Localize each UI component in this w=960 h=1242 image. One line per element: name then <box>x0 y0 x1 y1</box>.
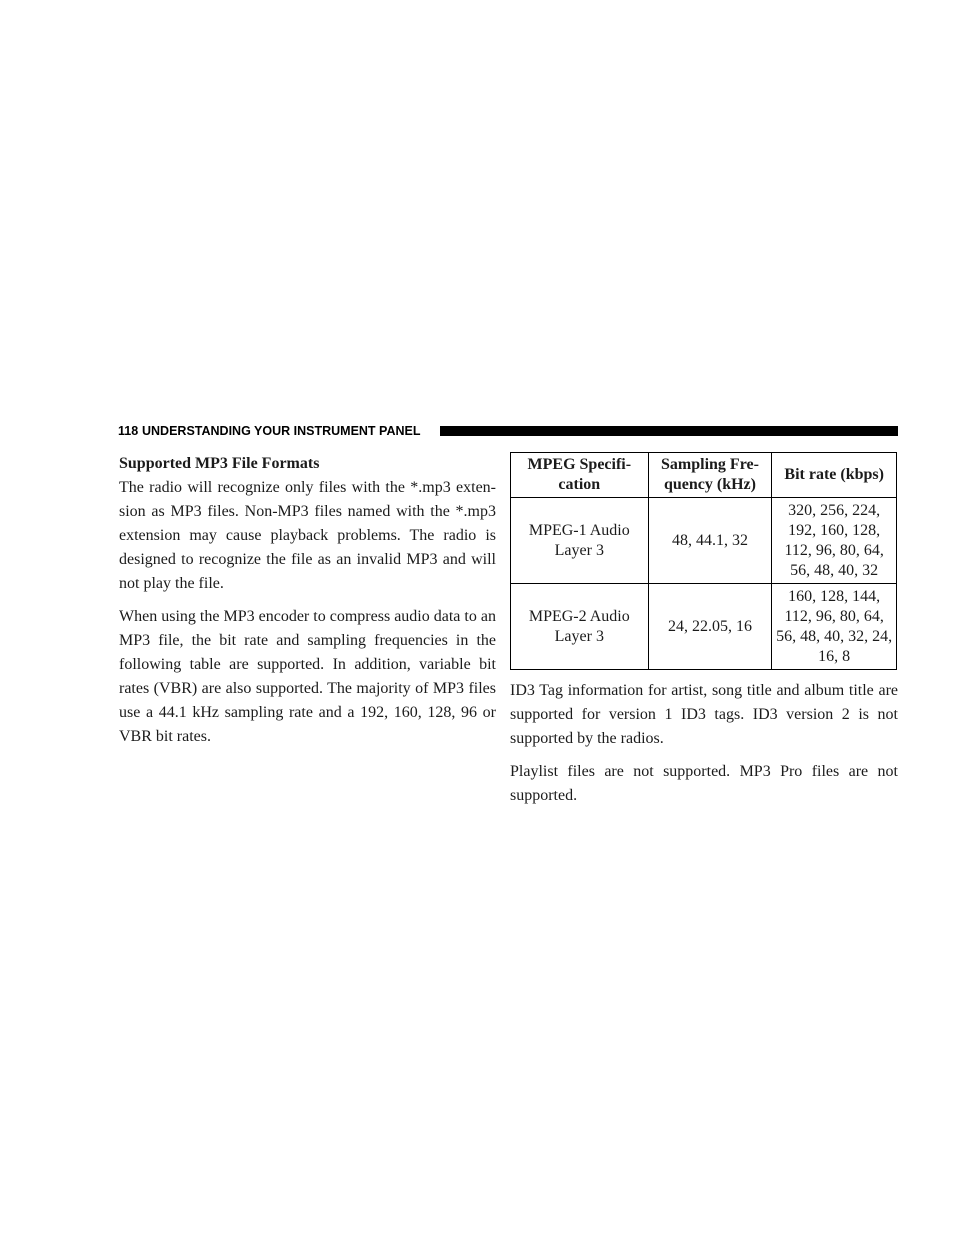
paragraph-encoder: When using the MP3 encoder to compress audio data to an MP3 file, the bit rate and sampling frequencies in the following table are supported. In addition, variable bit rates (VBR) are also supported. The majority of MP3 files use a 44.1 kHz sampling rate and a 192, 160, 128, 96 or VBR bit rates. <box>119 608 496 745</box>
table-cell: 160, 128, 144, 112, 96, 80, 64, 56, 48, 40, 32, 24, 16, 8 <box>772 584 897 670</box>
paragraph-playlist: Playlist files are not supported. MP3 Pro files are not supported. <box>510 763 898 804</box>
left-column <box>119 452 496 758</box>
mp3-format-table <box>510 452 897 670</box>
table-cell: 320, 256, 224, 192, 160, 128, 112, 96, 80, 64, 56, 48, 40, 32 <box>772 498 897 584</box>
section-title: UNDERSTANDING YOUR INSTRUMENT PANEL <box>142 424 421 438</box>
table-row <box>511 584 897 670</box>
table-header-row <box>511 453 897 498</box>
table-cell: 48, 44.1, 32 <box>648 498 772 584</box>
header-rule <box>440 426 898 436</box>
right-column <box>510 452 898 817</box>
section-heading: Supported MP3 File Formats <box>119 455 320 472</box>
table-row <box>511 498 897 584</box>
header-mpeg-spec: MPEG Specifi-cation <box>511 453 649 498</box>
table-cell: MPEG-1 Audio Layer 3 <box>511 498 649 584</box>
paragraph-id3-tags: ID3 Tag information for artist, song title and album title are supported for version 1 ID3 tags. ID3 version 2 is not supported by the radios. <box>510 682 898 747</box>
header-bit-rate: Bit rate (kbps) <box>772 453 897 498</box>
table-cell: 24, 22.05, 16 <box>648 584 772 670</box>
table-cell: MPEG-2 Audio Layer 3 <box>511 584 649 670</box>
paragraph-recognition: The radio will recognize only files with the *.mp3 exten-sion as MP3 files. Non-MP3 files named with the *.mp3 extension may cause playback problems. The radio is designed to recognize the file as an invalid MP3 and will not play the file. <box>119 479 496 592</box>
header-sampling-frequency: Sampling Fre-quency (kHz) <box>648 453 772 498</box>
page-number: 118 <box>118 424 139 438</box>
page-header <box>118 422 898 440</box>
